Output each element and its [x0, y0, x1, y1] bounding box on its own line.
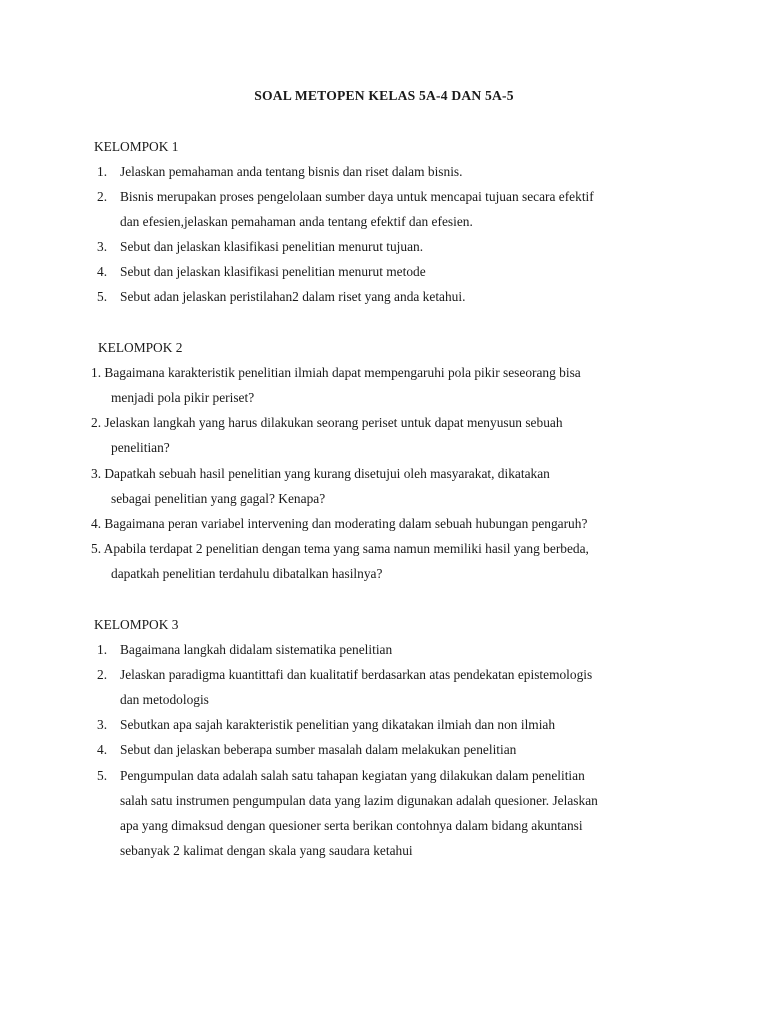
group3-item2-line1: Jelaskan paradigma kuantittafi dan kualitatif berdasarkan atas pendekatan epistemologis — [120, 667, 593, 682]
group1-item5-number: 5. — [97, 289, 108, 304]
group1-heading: KELOMPOK 1 — [94, 139, 179, 154]
group2-item5-line2: dapatkah penelitian terdahulu dibatalkan hasilnya? — [111, 566, 383, 581]
group3-item3-number: 3. — [97, 717, 108, 732]
group1-item2-line2: dan efesien,jelaskan pemahaman anda tentang efektif dan efesien. — [120, 214, 473, 229]
group1-item1-number: 1. — [97, 164, 108, 179]
group2-item2-line2: penelitian? — [111, 440, 170, 455]
group3-item4-number: 4. — [97, 742, 108, 757]
group2-item1-line1: 1. Bagaimana karakteristik penelitian ilmiah dapat mempengaruhi pola pikir seseorang bisa — [91, 365, 581, 380]
group3-item5-line4: sebanyak 2 kalimat dengan skala yang saudara ketahui — [120, 843, 413, 858]
group1-item5-line1: Sebut adan jelaskan peristilahan2 dalam riset yang anda ketahui. — [120, 289, 466, 304]
group3-item1-line1: Bagaimana langkah didalam sistematika penelitian — [120, 642, 393, 657]
group2-item2-line1: 2. Jelaskan langkah yang harus dilakukan seorang periset untuk dapat menyusun sebuah — [91, 415, 563, 430]
group1-item4-number: 4. — [97, 264, 108, 279]
group3-item2-number: 2. — [97, 667, 108, 682]
group2-item1-line2: menjadi pola pikir periset? — [111, 390, 255, 405]
group3-item5-number: 5. — [97, 768, 108, 783]
group3-item5-line1: Pengumpulan data adalah salah satu tahapan kegiatan yang dilakukan dalam penelitian — [120, 768, 585, 783]
group2-item3-line2: sebagai penelitian yang gagal? Kenapa? — [111, 491, 326, 506]
group1-item2-line1: Bisnis merupakan proses pengelolaan sumber daya untuk mencapai tujuan secara efektif — [120, 189, 594, 204]
group3-item4-line1: Sebut dan jelaskan beberapa sumber masalah dalam melakukan penelitian — [120, 742, 517, 757]
group3-item5-line3: apa yang dimaksud dengan quesioner serta berikan contohnya dalam bidang akuntansi — [120, 818, 583, 833]
group2-item5-line1: 5. Apabila terdapat 2 penelitian dengan tema yang sama namun memiliki hasil yang berbeda, — [91, 541, 589, 556]
group1-item3-number: 3. — [97, 239, 108, 254]
group3-item2-line2: dan metodologis — [120, 692, 209, 707]
document-title: SOAL METOPEN KELAS 5A-4 DAN 5A-5 — [254, 88, 514, 103]
group1-item3-line1: Sebut dan jelaskan klasifikasi penelitian menurut tujuan. — [120, 239, 424, 254]
group2-item3-line1: 3. Dapatkah sebuah hasil penelitian yang kurang disetujui oleh masyarakat, dikatakan — [91, 466, 550, 481]
group3-item5-line2: salah satu instrumen pengumpulan data yang lazim digunakan adalah quesioner. Jelaskan — [120, 793, 598, 808]
group2-item4-line1: 4. Bagaimana peran variabel intervening dan moderating dalam sebuah hubungan pengaruh? — [91, 516, 588, 531]
group2-heading: KELOMPOK 2 — [98, 340, 183, 355]
group3-item3-line1: Sebutkan apa sajah karakteristik penelitian yang dikatakan ilmiah dan non ilmiah — [120, 717, 556, 732]
group1-item4-line1: Sebut dan jelaskan klasifikasi penelitian menurut metode — [120, 264, 426, 279]
group3-heading: KELOMPOK 3 — [94, 617, 179, 632]
group1-item1-line1: Jelaskan pemahaman anda tentang bisnis dan riset dalam bisnis. — [120, 164, 463, 179]
group3-item1-number: 1. — [97, 642, 108, 657]
group1-item2-number: 2. — [97, 189, 108, 204]
